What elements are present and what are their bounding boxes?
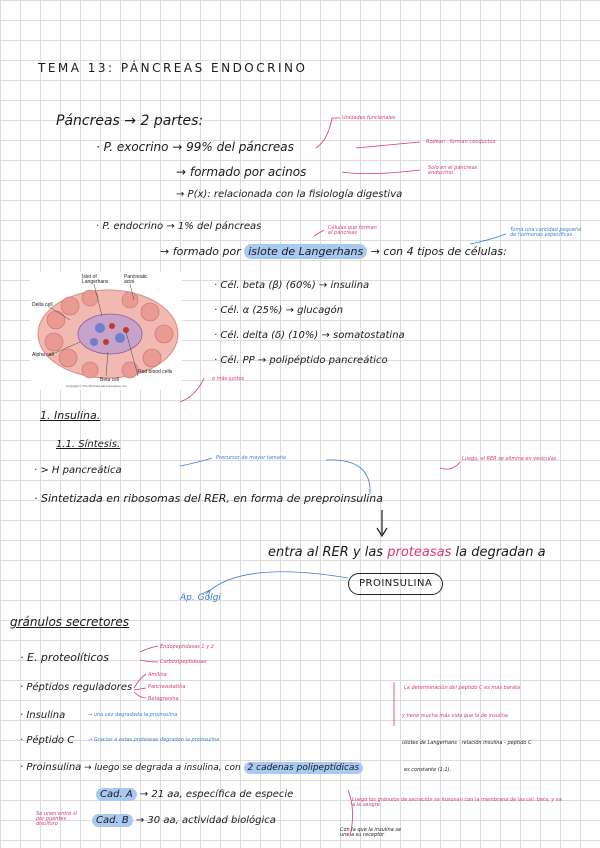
granulo-item-proteoliticos: · E. proteolíticos bbox=[20, 651, 109, 664]
islote-pre: → formado por bbox=[160, 245, 241, 258]
peptido-note: → Gracias a estas proteasas degradan la proinsulina bbox=[88, 737, 220, 743]
fig-label-acini: Pancreatic acini bbox=[124, 274, 148, 285]
granulo-item-insulina: · Insulina bbox=[20, 710, 66, 721]
exocrino-line: · P. exocrino → 99% del páncreas bbox=[96, 140, 294, 154]
note-mas-juntos: o más juntos bbox=[212, 376, 245, 382]
note-precursor: Precursor de mayor tamaño bbox=[216, 455, 287, 461]
islote-highlight: islote de Langerhans bbox=[244, 244, 367, 259]
note-tono: Toma una cantidad pequeña de hormonas específicas bbox=[510, 227, 582, 238]
bottom-note: Con la que la insulina se une a su receptor bbox=[340, 827, 402, 838]
reg-2: Pancreastatina bbox=[148, 684, 186, 690]
note-rer: Luego, el RER se elimina en vesículas bbox=[462, 456, 557, 462]
page-title: TEMA 13: PÁNCREAS ENDOCRINO bbox=[38, 61, 308, 75]
acinos-line: → formado por acinos bbox=[176, 165, 307, 179]
cad-b-highlight: Cad. B bbox=[92, 814, 133, 827]
proinsulina-line bbox=[84, 764, 363, 773]
reg-3: Betagranina bbox=[148, 696, 179, 702]
fig-label-alpha: Alpha cell bbox=[32, 352, 54, 358]
rer-post: la degradan a bbox=[455, 545, 546, 560]
fig-label-rbc: Red blood cells bbox=[138, 369, 173, 375]
side-note-4: Luego los gránulos de secreción se fusionan con la membrana de las cél. beta, y va a la sangre. bbox=[352, 797, 562, 808]
fig-caption: Copyright © The McGraw-Hill Companies, Inc. bbox=[66, 384, 128, 388]
left-note: Se unen entre sí por puentes disulfuro bbox=[36, 811, 77, 827]
note-rodean: Rodean · forman conductos bbox=[426, 139, 496, 145]
cell-type-alpha: · Cél. α (25%) → glucagón bbox=[214, 305, 344, 316]
side-note-3: islotes de Langerhans · relación insulina - péptido C bbox=[402, 740, 532, 746]
insulina-note: → una vez degradada la proinsulina bbox=[88, 712, 178, 718]
cad-a-highlight: Cad. A bbox=[96, 788, 137, 801]
fig-label-beta: Beta cell bbox=[100, 377, 120, 383]
note-islote: Células que forman el páncreas bbox=[328, 225, 377, 236]
endo-1: Endopeptidasas 1 y 2 bbox=[160, 644, 214, 650]
rer-line bbox=[268, 546, 546, 559]
islote-line bbox=[160, 246, 507, 257]
granulo-item-peptidos: · Péptidos reguladores bbox=[20, 682, 133, 693]
fisiologia-line: → P(x): relacionada con la fisiología digestiva bbox=[176, 189, 403, 200]
cell-type-beta: · Cél. beta (β) (60%) → insulina bbox=[214, 280, 370, 291]
reg-1: Amilina bbox=[148, 672, 167, 678]
rer-pre: entra al RER y las bbox=[268, 545, 384, 560]
cad-a-text: → 21 aa, específica de especie bbox=[139, 789, 294, 800]
granulo-item-peptido-c: · Péptido C bbox=[20, 735, 75, 746]
fig-label-islet: Islet of Langerhans bbox=[82, 274, 109, 285]
cad-b-line bbox=[92, 816, 276, 826]
proins-pre: → luego se degrada a insulina, con bbox=[84, 763, 241, 773]
cadenas-highlight: 2 cadenas polipeptídicas bbox=[244, 762, 364, 774]
insulina-heading: 1. Insulina. bbox=[40, 409, 101, 422]
note-solo: Solo en el páncreas endocrino bbox=[428, 165, 478, 176]
endocrino-line: · P. endocrino → 1% del páncreas bbox=[96, 221, 262, 232]
endo-2: Carboxipeptidasas bbox=[160, 659, 207, 665]
proteasas-word: proteasas bbox=[387, 545, 452, 560]
sintesis-heading: 1.1. Síntesis. bbox=[56, 439, 121, 450]
proins-post: es constante (1:1). bbox=[404, 767, 452, 773]
proinsulina-box: PROINSULINA bbox=[348, 573, 443, 595]
cell-type-delta: · Cél. delta (δ) (10%) → somatostatina bbox=[214, 330, 405, 341]
granulo-item-proinsulina: · Proinsulina bbox=[20, 762, 82, 773]
pancreas-intro: Páncreas → 2 partes: bbox=[56, 113, 204, 129]
insulina-l1: · > H pancreática bbox=[34, 465, 122, 476]
cad-b-text: → 30 aa, actividad biológica bbox=[135, 815, 276, 826]
cell-type-pp: · Cél. PP → polipéptido pancreático bbox=[214, 355, 388, 366]
note-unidades: Unidades funcionales bbox=[342, 115, 396, 121]
side-note-2: y tiene mucha más vida que la de insulina bbox=[402, 713, 508, 719]
fig-label-delta: Delta cell bbox=[32, 302, 53, 308]
insulina-l2: · Sintetizada en ribosomas del RER, en forma de preproinsulina bbox=[34, 492, 384, 505]
side-note-1: La determinación del péptido C es más barata bbox=[404, 685, 520, 691]
granulos-heading: gránulos secretores bbox=[10, 615, 130, 629]
golgi-label: Ap. Golgi bbox=[180, 593, 221, 603]
islote-post: → con 4 tipos de células: bbox=[370, 245, 507, 258]
cad-a-line bbox=[96, 790, 293, 800]
